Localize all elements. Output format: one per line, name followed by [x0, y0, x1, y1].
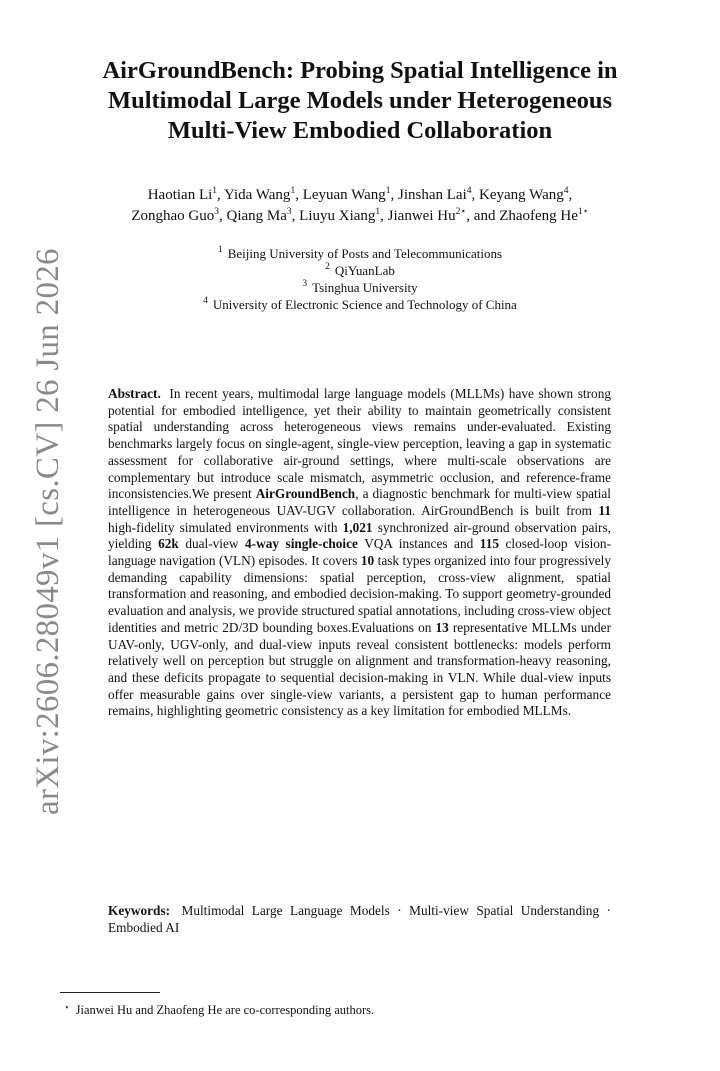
author-separator: ,	[380, 208, 388, 224]
abstract-emphasis: AirGroundBench	[255, 486, 356, 502]
abstract-text: VQA instances and	[357, 536, 480, 552]
abstract-emphasis: 11	[598, 502, 611, 518]
author-mark: 1	[212, 186, 218, 196]
keywords-text: Multimodal Large Language Models · Multi-view Spatial Understanding · Embodied AI	[108, 903, 611, 935]
abstract-text: high-fidelity simulated environments with	[108, 519, 343, 535]
abstract-emphasis: 115	[479, 536, 499, 552]
title-line-3: Multi-View Embodied Collaboration	[167, 117, 553, 144]
footnote-divider	[60, 992, 160, 993]
abstract-emphasis: 4-way single-choice	[245, 536, 358, 552]
author-name: Zhaofeng He	[499, 208, 578, 224]
paper-title	[60, 56, 660, 146]
author-separator: ,	[219, 208, 227, 224]
abstract-label: Abstract.	[108, 386, 161, 401]
title-line-2: Multimodal Large Models under Heterogeneous	[107, 87, 613, 114]
footnote-star-icon: ⋆	[64, 1002, 70, 1012]
affiliation-mark: 3	[302, 279, 308, 289]
affiliation	[60, 245, 660, 262]
author-separator: ,	[568, 187, 573, 203]
author-mark: 1⋆	[577, 207, 589, 217]
author-name: Jianwei Hu	[387, 208, 456, 224]
keywords	[108, 903, 611, 936]
affiliation	[60, 279, 660, 296]
affiliation	[60, 296, 660, 313]
abstract-emphasis: 1,021	[342, 519, 373, 535]
keywords-label: Keywords:	[108, 903, 171, 918]
abstract-text: task types organized into four progressively demanding capability dimensions: spatial perception, cross-view alignment, spatial transformation and reasoning, and embodied decision-making. To support geometry-grounded evaluation and analysis, we provide structured spatial annotations, including cross-view object identities and metric 2D/3D bounding boxes.Evaluations on	[108, 553, 611, 635]
author-name: Yida Wang	[224, 187, 291, 203]
affiliation-mark: 4	[203, 296, 208, 306]
author-mark: 1	[375, 207, 381, 217]
author-separator: ,	[295, 187, 303, 203]
author-name: Keyang Wang	[479, 187, 564, 203]
author-mark: 3	[286, 207, 292, 217]
author-name: Qiang Ma	[226, 208, 287, 224]
author-line-2	[40, 206, 680, 227]
footnote	[64, 999, 664, 1018]
abstract-emphasis: 62k	[158, 536, 179, 552]
abstract-text: , a diagnostic benchmark for multi-view spatial intelligence in heterogeneous UAV-UGV collaboration. AirGroundBench is built from	[108, 486, 611, 518]
abstract-text: In recent years, multimodal large language models (MLLMs) have shown strong potential for embodied intelligence, yet their ability to maintain geometrically consistent spatial understanding across heterogeneous views remains under-evaluated. Existing benchmarks largely focus on single-agent, single-view perception, leaving a gap in systematic assessment for collaborative air-ground settings, where multi-scale observations are complementary but introduce scale mismatch, asymmetric occlusion, and reference-frame inconsistencies.We present	[108, 386, 611, 502]
author-separator: ,	[291, 208, 300, 224]
author-mark: 3	[214, 207, 220, 217]
abstract-text: dual-view	[178, 536, 246, 552]
author-separator: ,	[390, 187, 399, 203]
author-name: Zonghao Guo	[131, 208, 215, 224]
affiliation-name: Beijing University of Posts and Telecommunications	[227, 246, 503, 261]
author-mark: 4	[563, 186, 569, 196]
affiliation-name: Tsinghua University	[312, 280, 418, 295]
author-name: Jinshan Lai	[398, 187, 467, 203]
affiliation-name: QiYuanLab	[334, 263, 395, 278]
arxiv-identifier: arXiv:2606.28049v1 [cs.CV] 26 Jun 2026	[30, 248, 66, 816]
affiliation-list	[60, 245, 660, 313]
abstract-text: synchronized air-ground observation pairs, yielding	[108, 519, 611, 552]
author-name: Liuyu Xiang	[299, 208, 376, 224]
affiliation-mark: 2	[325, 262, 330, 272]
author-name: Haotian Li	[147, 187, 213, 203]
author-separator: ,	[471, 187, 480, 203]
author-separator: , and	[466, 208, 500, 224]
author-line-1	[40, 185, 680, 206]
author-separator: ,	[217, 187, 224, 203]
abstract-emphasis: 13	[435, 619, 449, 635]
author-list	[40, 185, 680, 227]
author-mark: 1	[290, 186, 296, 196]
footnote-text: Jianwei Hu and Zhaofeng He are co-corresponding authors.	[75, 1003, 375, 1017]
author-mark: 1	[385, 186, 391, 196]
author-name: Leyuan Wang	[302, 187, 386, 203]
author-mark: 4	[466, 186, 472, 196]
author-mark: 2⋆	[455, 207, 467, 217]
title-line-1: AirGroundBench: Probing Spatial Intelligence in	[102, 57, 618, 84]
abstract	[108, 386, 611, 720]
abstract-text: closed-loop vision-language navigation (VLN) episodes. It covers	[108, 536, 612, 569]
affiliation	[60, 262, 660, 279]
affiliation-mark: 1	[217, 245, 223, 255]
affiliation-name: University of Electronic Science and Technology of China	[212, 297, 517, 312]
abstract-text: representative MLLMs under UAV-only, UGV-only, and dual-view inputs reveal consistent bottlenecks: models perform relatively well on perception but struggle on alignment and transformation-heavy reasoning, and these deficits propagate to sequential decision-making in VLN. While dual-view inputs offer measurable gains over single-view variants, a persistent gap to human performance remains, highlighting geometric consistency as a key limitation for embodied MLLMs.	[108, 619, 611, 719]
abstract-emphasis: 10	[360, 553, 375, 569]
